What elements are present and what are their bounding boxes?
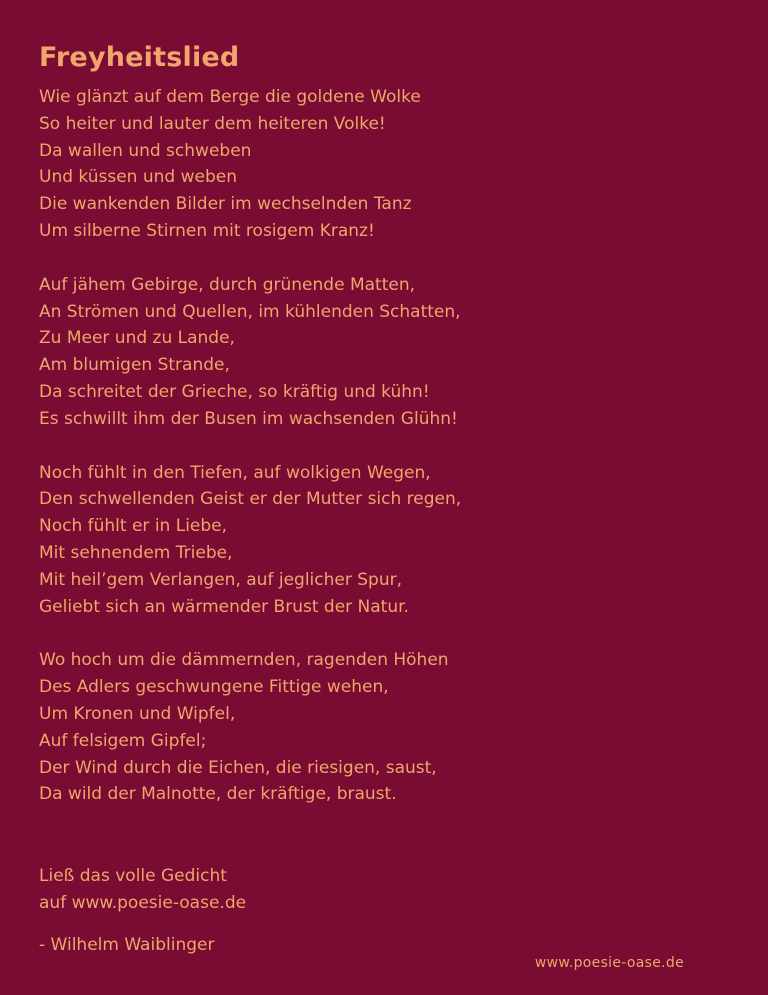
poem-line: Und küssen und weben <box>39 167 237 188</box>
note-line: Ließ das volle Gedicht <box>39 866 227 886</box>
poem-line: Des Adlers geschwungene Fittige wehen, <box>39 677 389 698</box>
poem-title: Freyheitslied <box>39 42 240 73</box>
stanza-3 <box>39 460 729 621</box>
poem-line: Um Kronen und Wipfel, <box>39 703 236 724</box>
poem-line: Wie glänzt auf dem Berge die goldene Wolke <box>39 87 421 107</box>
poem-line: Da schreitet der Grieche, so kräftig und kühn! <box>39 381 430 402</box>
poem-line: Um silberne Stirnen mit rosigem Kranz! <box>39 220 375 241</box>
poem-line: Es schwillt ihm der Busen im wachsenden Glühn! <box>39 408 458 429</box>
poem-line: Zu Meer und zu Lande, <box>39 328 235 349</box>
poem-line: Noch fühlt in den Tiefen, auf wolkigen Wegen, <box>39 462 431 483</box>
poem-line: Mit heil’gem Verlangen, auf jeglicher Spur, <box>39 569 402 590</box>
poem-line: Auf jähem Gebirge, durch grünende Matten, <box>39 274 416 295</box>
poem-line: Die wankenden Bilder im wechselnden Tanz <box>39 194 412 215</box>
footer-url: www.poesie-oase.de <box>534 955 684 971</box>
note-url-line: auf www.poesie-oase.de <box>39 893 247 913</box>
poem-line: Noch fühlt er in Liebe, <box>39 516 228 537</box>
poem-line: An Strömen und Quellen, im kühlenden Schatten, <box>39 301 461 322</box>
poem-line: Mit sehnendem Triebe, <box>39 542 233 563</box>
poem-line: Da wallen und schweben <box>39 140 252 161</box>
poem-line: Wo hoch um die dämmernden, ragenden Höhen <box>39 650 449 671</box>
poem-line: Am blumigen Strande, <box>39 355 230 376</box>
poem-container <box>39 38 729 835</box>
poem-line: Da wild der Malnotte, der kräftige, braust. <box>39 784 397 805</box>
poem-line: So heiter und lauter dem heiteren Volke! <box>39 113 386 134</box>
poem-line: Den schwellenden Geist er der Mutter sich regen, <box>39 489 462 510</box>
stanza-4 <box>39 647 729 808</box>
poem-line: Der Wind durch die Eichen, die riesigen, saust, <box>39 757 437 778</box>
stanza-1 <box>39 84 729 245</box>
poem-line: Auf felsigem Gipfel; <box>39 730 207 751</box>
full-poem-note <box>39 863 246 917</box>
poem-line: Geliebt sich an wärmender Brust der Natur. <box>39 596 409 617</box>
stanza-2 <box>39 272 729 433</box>
poem-author: - Wilhelm Waiblinger <box>39 935 215 955</box>
